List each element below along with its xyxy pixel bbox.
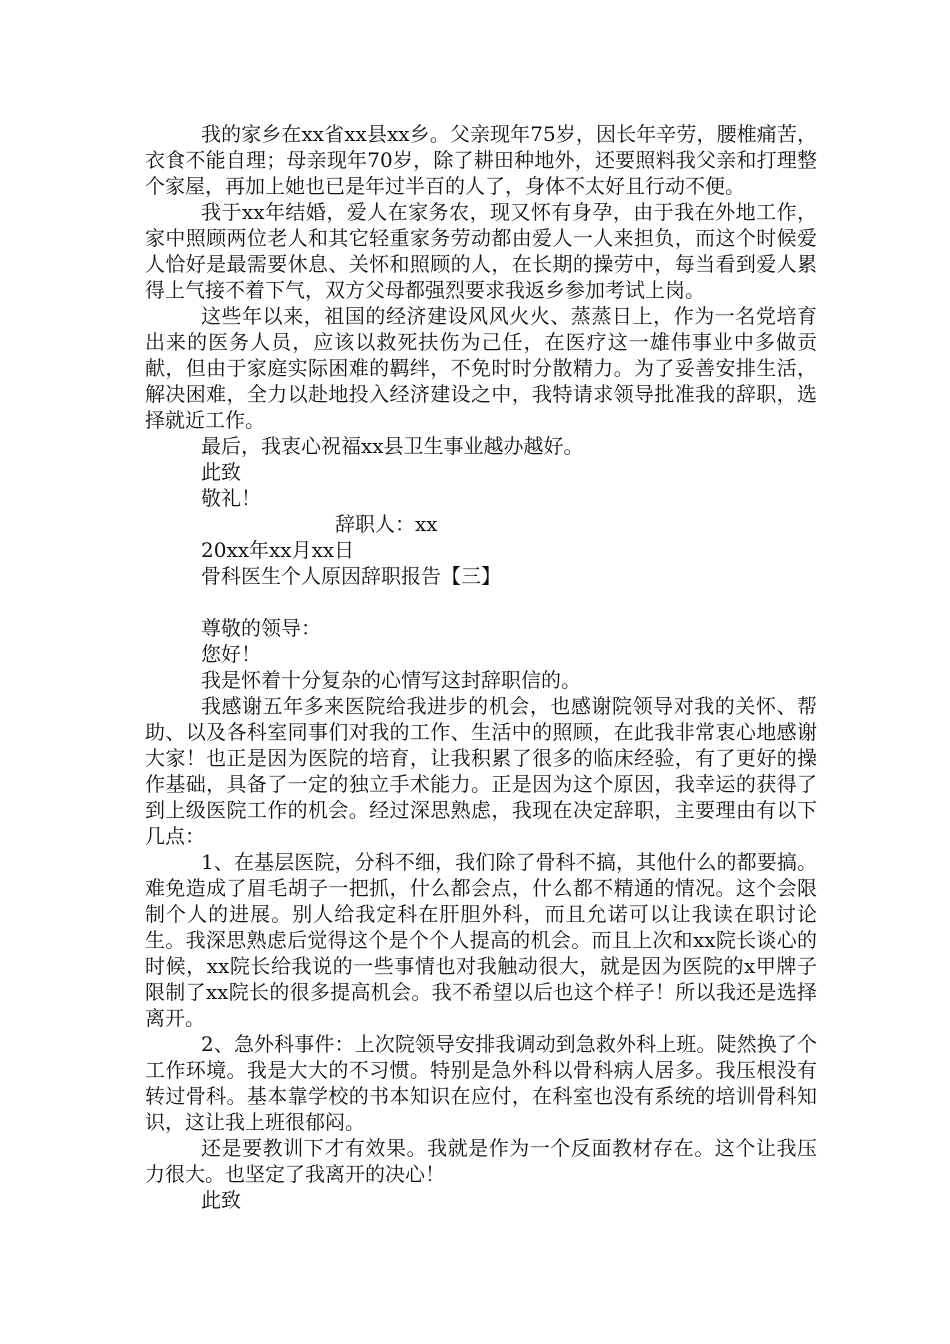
section-heading: 骨科医生个人原因辞职报告【三】	[201, 564, 501, 588]
closing-cizhi-2: 此致	[201, 1188, 241, 1212]
paragraph-lesson: 还是要教训下才有效果。我就是作为一个反面教材存在。这个让我压力很大。也坚定了我离开的决心！	[145, 1136, 817, 1186]
closing-cizhi: 此致	[201, 460, 241, 484]
paragraph-reason-2: 2、急外科事件：上次院领导安排我调动到急救外科上班。陡然换了个工作环境。我是大大的不习惯。特别是急外科以骨科病人居多。我压根没有转过骨科。基本靠学校的书本知识在应付，在科室也没有系统的培训骨科知识，这让我上班很郁闷。	[145, 1032, 817, 1134]
salutation: 尊敬的领导：	[201, 616, 321, 640]
paragraph-thanks: 我感谢五年多来医院给我进步的机会，也感谢院领导对我的关怀、帮助、以及各科室同事们对我的工作、生活中的照顾，在此我非常衷心地感谢大家！也正是因为医院的培育，让我积累了很多的临床经验，有了更好的操作基础，具备了一定的独立手术能力。正是因为这个原因，我幸运的获得了到上级医院工作的机会。经过深思熟虑，我现在决定辞职，主要理由有以下几点：	[145, 694, 817, 848]
paragraph-blessing: 最后，我衷心祝福xx县卫生事业越办越好。	[201, 434, 584, 458]
paragraph-reason: 这些年以来，祖国的经济建设风风火火、蒸蒸日上，作为一名党培育出来的医务人员，应该以救死扶伤为己任，在医疗这一雄伟事业中多做贡献，但由于家庭实际困难的羁绊，不免时时分散精力。为了妥善安排生活，解决困难，全力以赴地投入经济建设之中，我特请求领导批准我的辞职，选择就近工作。	[145, 304, 817, 432]
date: 20xx年xx月xx日	[201, 538, 355, 562]
paragraph-family-background: 我的家乡在xx省xx县xx乡。父亲现年75岁，因长年辛劳，腰椎痛苦，衣食不能自理；母亲现年70岁，除了耕田种地外，还要照料我父亲和打理整个家屋，再加上她也已是年过半百的人了，身体不太好且行动不便。	[145, 122, 817, 198]
paragraph-marriage: 我于xx年结婚，爱人在家务农，现又怀有身孕，由于我在外地工作，家中照顾两位老人和其它轻重家务劳动都由爱人一人来担负，而这个时候爱人恰好是最需要休息、关怀和照顾的人，在长期的操劳中，每当看到爱人累得上气接不着下气，双方父母都强烈要求我返乡参加考试上岗。	[145, 200, 817, 302]
signature: 辞职人：xx	[335, 512, 438, 536]
blank-line	[145, 589, 817, 615]
paragraph-intro: 我是怀着十分复杂的心情写这封辞职信的。	[201, 668, 581, 692]
document-body	[145, 121, 817, 1213]
closing-jingli: 敬礼！	[201, 486, 261, 510]
paragraph-reason-1: 1、在基层医院，分科不细，我们除了骨科不搞，其他什么的都要搞。难免造成了眉毛胡子一把抓，什么都会点，什么都不精通的情况。这个会限制个人的进展。别人给我定科在肝胆外科，而且允诺可以让我读在职讨论生。我深思熟虑后觉得这个是个个人提高的机会。而且上次和xx院长谈心的时候，xx院长给我说的一些事情也对我触动很大，就是因为医院的x甲牌子限制了xx院长的很多提高机会。我不希望以后也这个样子！所以我还是选择离开。	[145, 850, 817, 1030]
greeting: 您好！	[201, 642, 261, 666]
